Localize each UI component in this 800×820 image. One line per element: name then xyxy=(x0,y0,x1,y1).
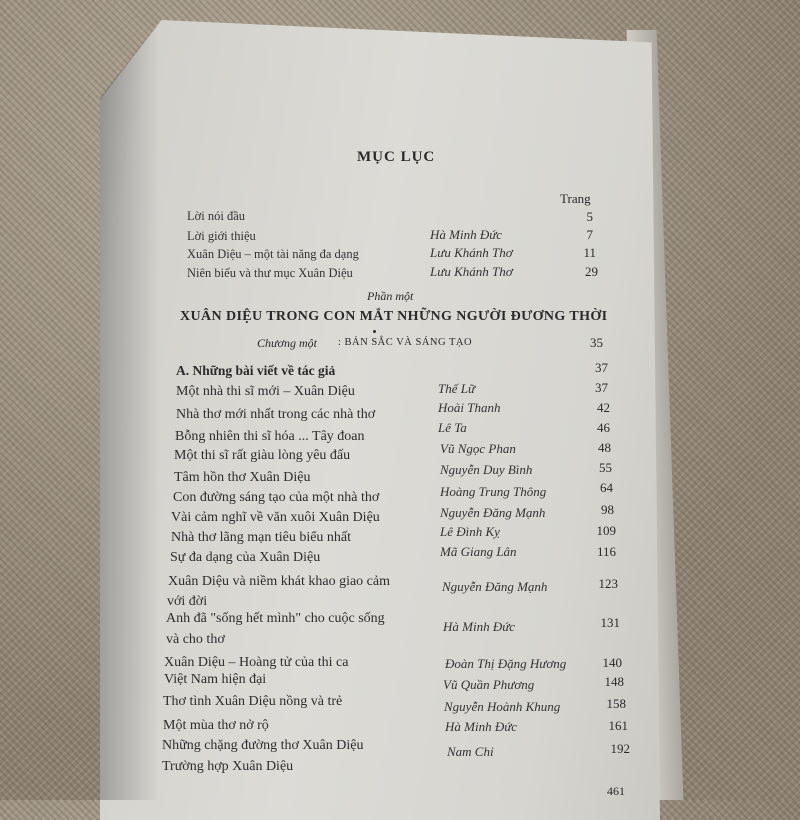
toc-entry-page: 11 xyxy=(583,245,596,260)
part-label: Phần một xyxy=(367,289,414,303)
toc-entry-title: Sự đa dạng của Xuân Diệu xyxy=(170,550,321,565)
toc-entry-title: Trường hợp Xuân Diệu xyxy=(162,759,294,774)
toc-entry-author: Mã Giang Lân xyxy=(440,544,517,559)
toc-entry-title: Anh đã "sống hết mình" cho cuộc sống xyxy=(166,611,385,626)
toc-entry-page: 55 xyxy=(599,460,612,475)
toc-entry-title: Niên biểu và thư mục Xuân Diệu xyxy=(187,266,353,280)
toc-entry-title: Vài cảm nghĩ về văn xuôi Xuân Diệu xyxy=(171,510,380,525)
chapter-label: Chương một xyxy=(257,336,317,350)
toc-entry-author: Hà Minh Đức xyxy=(443,619,516,634)
toc-entry-page: 48 xyxy=(598,440,611,455)
toc-entry-author: Hoài Thanh xyxy=(438,400,501,415)
toc-entry-author: Lưu Khánh Thơ xyxy=(430,264,513,279)
toc-entry-page: 29 xyxy=(585,264,598,279)
toc-entry-page: 7 xyxy=(586,227,593,242)
toc-entry-title: Một thi sĩ rất giàu lòng yêu đấu xyxy=(174,448,351,463)
toc-entry-title: Xuân Diệu – Hoàng tử của thi ca xyxy=(164,655,349,670)
section-page: 37 xyxy=(595,360,608,375)
toc-entry-author: Lê Đình Kỵ xyxy=(440,524,500,539)
toc-entry-page: 37 xyxy=(595,380,608,395)
section-title: A. Những bài viết về tác giả xyxy=(176,363,336,378)
toc-entry-title: Những chặng đường thơ Xuân Diệu xyxy=(162,738,364,753)
toc-entry-author: Hà Minh Đức xyxy=(430,227,503,242)
toc-entry-page: 158 xyxy=(606,696,626,711)
toc-entry-title: Lời nói đầu xyxy=(187,209,245,223)
toc-entry-author: Nam Chi xyxy=(447,744,494,759)
toc-entry-page: 123 xyxy=(598,576,618,591)
decorative-dot xyxy=(373,330,376,333)
toc-entry-author: Hoàng Trung Thông xyxy=(440,484,547,499)
toc-entry-title: Một nhà thi sĩ mới – Xuân Diệu xyxy=(176,384,355,399)
toc-entry-title: Một mùa thơ nở rộ xyxy=(163,718,269,733)
chapter-title: : BẢN SẮC VÀ SÁNG TẠO xyxy=(338,337,473,348)
toc-entry-author: Nguyễn Đăng Mạnh xyxy=(442,579,548,594)
toc-entry-title-continued: với đời xyxy=(167,594,208,609)
page-gutter-shadow xyxy=(100,20,160,800)
toc-entry-page: 42 xyxy=(597,400,610,415)
toc-entry-page: 46 xyxy=(597,420,610,435)
toc-entry-page: 64 xyxy=(600,480,613,495)
toc-title: MỤC LỤC xyxy=(357,149,436,165)
toc-entry-author: Thế Lữ xyxy=(438,381,476,396)
toc-entry-title: Xuân Diệu và niềm khát khao giao cảm xyxy=(168,574,390,589)
toc-entry-page: 109 xyxy=(596,523,616,538)
toc-entry-author: Vũ Ngọc Phan xyxy=(440,441,516,456)
toc-entry-author: Lưu Khánh Thơ xyxy=(430,245,513,260)
toc-entry-author: Đoàn Thị Đặng Hương xyxy=(445,656,567,671)
toc-entry-author: Nguyễn Hoành Khung xyxy=(444,699,561,714)
toc-entry-title: Xuân Diệu – một tài năng đa dạng xyxy=(187,247,359,261)
toc-entry-author: Hà Minh Đức xyxy=(445,719,518,734)
toc-entry-page: 192 xyxy=(610,741,630,756)
toc-entry-page: 131 xyxy=(600,615,620,630)
toc-entry-page: 98 xyxy=(601,502,614,517)
toc-entry-author: Vũ Quần Phương xyxy=(443,677,535,692)
toc-entry-title-continued: và cho thơ xyxy=(166,632,225,647)
toc-entry-author: Nguyễn Đăng Mạnh xyxy=(440,505,546,520)
toc-entry-title: Nhà thơ lãng mạn tiêu biểu nhất xyxy=(171,530,352,545)
toc-entry-page: 5 xyxy=(586,209,593,224)
page-column-header: Trang xyxy=(560,191,591,206)
toc-entry-title: Tâm hồn thơ Xuân Diệu xyxy=(174,470,311,485)
part-title: XUÂN DIỆU TRONG CON MẮT NHỮNG NGƯỜI ĐƯƠNG THỜI xyxy=(180,309,608,324)
page-number: 461 xyxy=(607,784,625,798)
toc-entry-title-continued: Việt Nam hiện đại xyxy=(164,672,267,687)
toc-entry-page: 116 xyxy=(596,544,616,559)
toc-entry-title: Thơ tình Xuân Diệu nồng và trẻ xyxy=(163,694,343,709)
toc-entry-page: 140 xyxy=(602,655,622,670)
toc-entry-page: 161 xyxy=(608,718,628,733)
toc-entry-author: Nguyễn Duy Bình xyxy=(440,462,533,477)
toc-entry-title: Nhà thơ mới nhất trong các nhà thơ xyxy=(176,407,376,422)
toc-entry-title: Lời giới thiệu xyxy=(187,229,256,243)
toc-entry-author: Lê Ta xyxy=(438,420,467,435)
chapter-page: 35 xyxy=(590,335,603,350)
toc-entry-page: 148 xyxy=(604,674,624,689)
toc-entry-title: Con đường sáng tạo của một nhà thơ xyxy=(173,490,380,505)
toc-entry-title: Bỗng nhiên thi sĩ hóa ... Tây đoan xyxy=(175,429,365,444)
